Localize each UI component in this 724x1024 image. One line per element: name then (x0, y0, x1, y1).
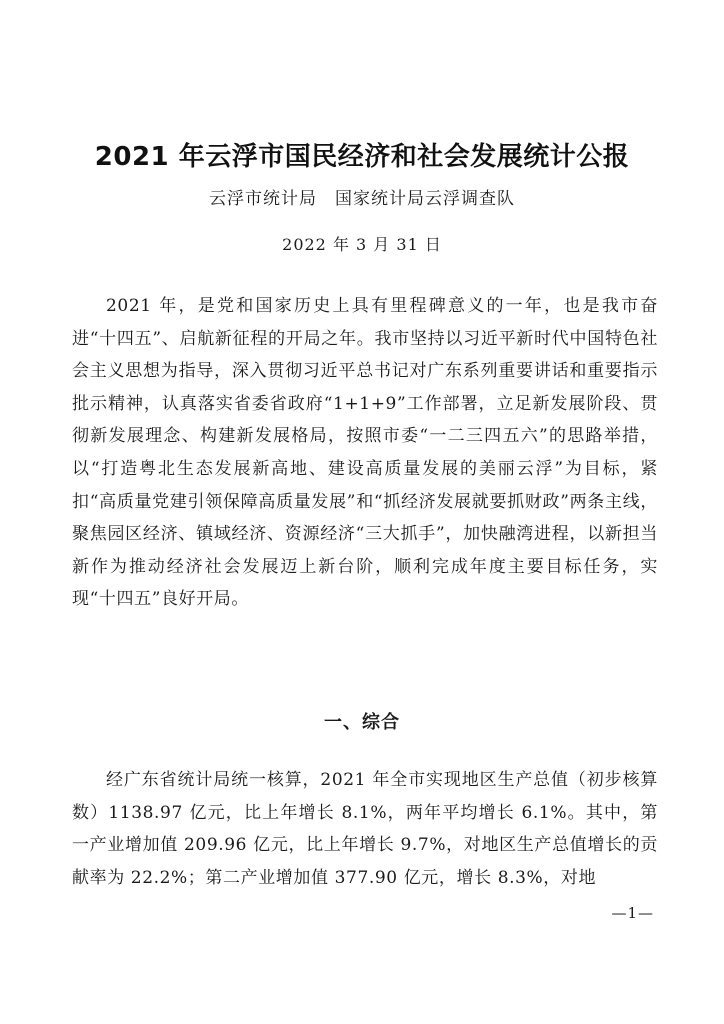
document-title: 2021 年云浮市国民经济和社会发展统计公报 (94, 142, 630, 172)
section-heading-overview: 一、综合 (324, 712, 400, 733)
overview-paragraph: 经广东省统计局统一核算，2021 年全市实现地区生产总值（初步核算数）1138.97 亿元，比上年增长 8.1%，两年平均增长 6.1%。其中，第一产业增加值 209.96 亿元，比上年增长 9.7%，对地区生产总值增长的贡献率为 22.2%；第二产业增加值 377.90 亿元，增长 8.3%，对地 (72, 770, 658, 888)
intro-paragraph: 2021 年，是党和国家历史上具有里程碑意义的一年，也是我市奋进“十四五”、启航新征程的开局之年。我市坚持以习近平新时代中国特色社会主义思想为指导，深入贯彻习近平总书记对广东系列重要讲话和重要指示批示精神，认真落实省委省政府“1+1+9”工作部署，立足新发展阶段、贯彻新发展理念、构建新发展格局，按照市委“一二三四五六”的思路举措，以“打造粤北生态发展新高地、建设高质量发展的美丽云浮”为目标，紧扣“高质量党建引领保障高质量发展”和“抓经济发展就要抓财政”两条主线，聚焦园区经济、镇域经济、资源经济“三大抓手”，加快融湾进程，以新担当新作为推动经济社会发展迈上新台阶，顺利完成年度主要目标任务，实现“十四五”良好开局。 (72, 296, 658, 610)
page-number: —1— (611, 904, 654, 922)
document-authors: 云浮市统计局 国家统计局云浮调查队 (209, 189, 515, 209)
document-date: 2022 年 3 月 31 日 (282, 235, 442, 254)
